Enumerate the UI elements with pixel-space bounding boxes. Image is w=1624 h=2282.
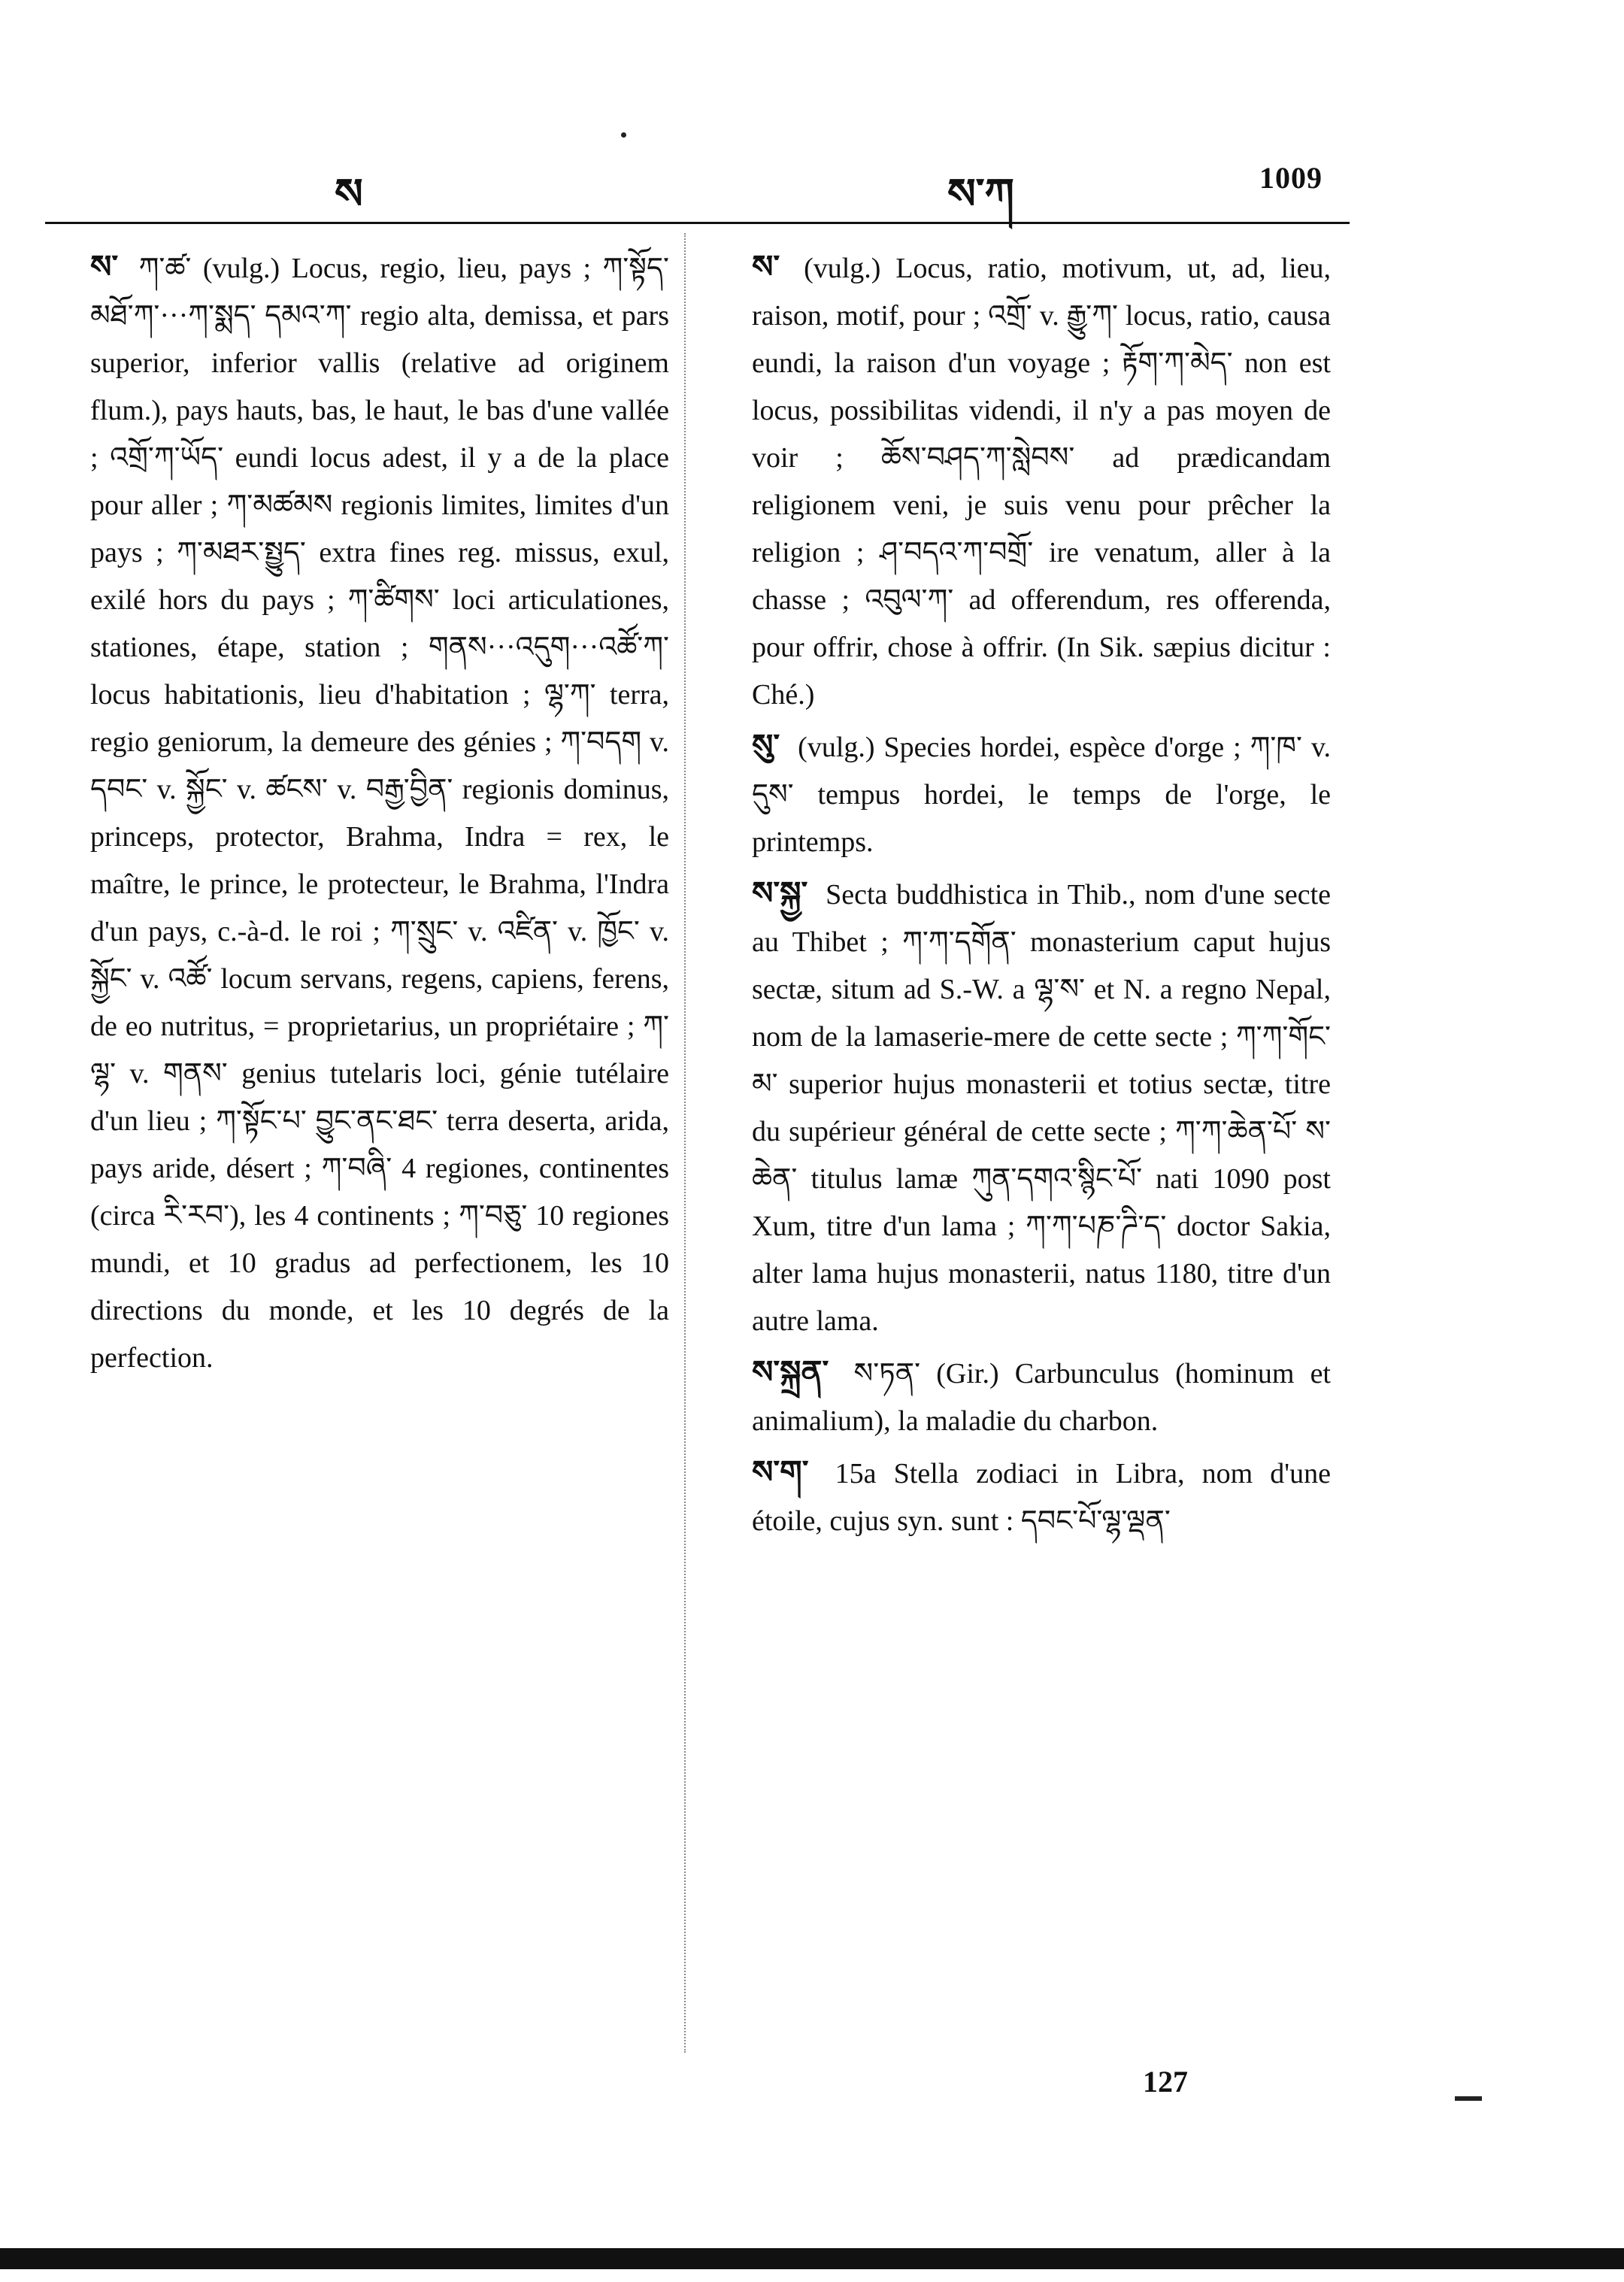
header-left-letter: ས [335, 171, 363, 218]
dictionary-entry [90, 244, 669, 1382]
dictionary-entry [752, 1450, 1331, 1545]
header-center-word: ས་ཀ [947, 171, 1014, 218]
entry-definition: (vulg.) Species hordei, espèce d'orge ; ཀ་ཁ་ v. དུས་ tempus hordei, le temps de l'orge, le printemps. [752, 732, 1332, 858]
right-column [752, 244, 1331, 1550]
entry-headword: ས་སྐྲན་ [752, 1356, 829, 1390]
signature-number: 127 [1143, 2065, 1188, 2099]
column-divider [684, 233, 686, 2053]
dictionary-entry [752, 871, 1331, 1345]
entry-headword: སུ་ [752, 729, 780, 764]
entry-definition: Secta buddhistica in Thib., nom d'une secte au Thibet ; ཀ་ཀ་དགོན་ monasterium caput hujus sectæ, situm ad S.-W. a ལྷ་ས་ et N. a regno Nepal, nom de la lamaserie-mere de cette secte ; ཀ་ཀ་གོང་མ་ superior hujus monasterii et totius sectæ, titre du supérieur général de cette secte ; ཀ་ཀ་ཆེན་པོ་ ས་ཆེན་ titulus lamæ ཀུན་དགའ་སྙིང་པོ་ nati 1090 post Xum, titre d'un lama ; ཀ་ཀ་པཎ་ཌི་ད་ doctor Sakia, alter lama hujus monasterii, natus 1180, titre d'un autre lama. [752, 879, 1332, 1337]
dictionary-entry [752, 1350, 1331, 1445]
margin-mark [1455, 2096, 1482, 2101]
scan-edge-bar [0, 2248, 1624, 2269]
print-speck [621, 132, 626, 138]
entry-headword: ས་ [752, 250, 780, 285]
entry-headword: ས་ [90, 250, 119, 285]
dictionary-entry [752, 244, 1331, 719]
entry-definition: 15a Stella zodiaci in Libra, nom d'une étoile, cujus syn. sunt : དབང་པོ་ལྷ་ལྡན་ [752, 1458, 1331, 1537]
dictionary-entry [752, 723, 1331, 866]
page-header [45, 147, 1353, 218]
entry-headword: ས་སྐྱ་ [752, 877, 808, 911]
entry-definition: ཀ་ཚ་ (vulg.) Locus, regio, lieu, pays ; ཀ་སྟོད་ མཐོ་ཀ་···ཀ་སྨད་ དམའ་ཀ་ regio alta, demissa, et pars superior, inferior vallis (relative ad originem flum.), pays hauts, bas, le haut, le bas d'une vallée ; འགྲོ་ཀ་ཡོད་ eundi locus adest, il y a de la place pour aller ; ཀ་མཚམས regionis limites, limites d'un pays ; ཀ་མཐར་སྤྱུད་ extra fines reg. missus, exul, exilé hors du pays ; ཀ་ཚིགས་ loci articulationes, stationes, étape, station ; གནས···འདུག···འཚོ་ཀ་ locus habitationis, lieu d'habitation ; ལྷ་ཀ་ terra, regio geniorum, la demeure des génies ; ཀ་བདག v. དབང་ v. སྐྱོང་ v. ཚངས་ v. བརྒྱ་བྱིན་ regionis dominus, princeps, protector, Brahma, Indra = rex, le maître, le prince, le protecteur, le Brahma, l'Indra d'un pays, c.-à-d. le roi ; ཀ་སྲུང་ v. འཛིན་ v. ཁྱོང་ v. སྐྱོང་ v. འཚོ་ locum servans, regens, capiens, ferens, de eo nutritus, = proprietarius, un propriétaire ; ཀ་ལྷ་ v. གནས་ genius tutelaris loci, génie tutélaire d'un lieu ; ཀ་སྟོང་པ་ བྱུང་ནང་ཐང་ terra deserta, arida, pays aride, désert ; ཀ་བཞི་ 4 regiones, continentes (circa རི་རབ་), les 4 continents ; ཀ་བཅུ་ 10 regiones mundi, et 10 gradus ad perfectionem, les 10 directions du monde, et les 10 degrés de la perfection. [90, 253, 669, 1374]
page-number: 1009 [1259, 161, 1323, 195]
entry-headword: ས་ག་ [752, 1456, 809, 1490]
header-rule [45, 222, 1350, 224]
entry-definition: (vulg.) Locus, ratio, motivum, ut, ad, lieu, raison, motif, pour ; འགྲོ་ v. རྒྱུ་ཀ་ locus, ratio, causa eundi, la raison d'un voyage ; རྟོག་ཀ་མེད་ non est locus, possibilitas videndi, il n'y a pas moyen de voir ; ཆོས་བཤད་ཀ་སླེབས་ ad prædicandam religionem veni, je suis venu pour prêcher la religion ; ཤ་བདའ་ཀ་བགྲོ་ ire venatum, aller à la chasse ; འབུལ་ཀ་ ad offerendum, res offerenda, pour offrir, chose à offrir. (In Sik. sæpius dicitur : Ché.) [752, 253, 1331, 711]
left-column [90, 244, 669, 1386]
entry-definition: ས་ཏན་ (Gir.) Carbunculus (hominum et animalium), la maladie du charbon. [752, 1358, 1331, 1437]
